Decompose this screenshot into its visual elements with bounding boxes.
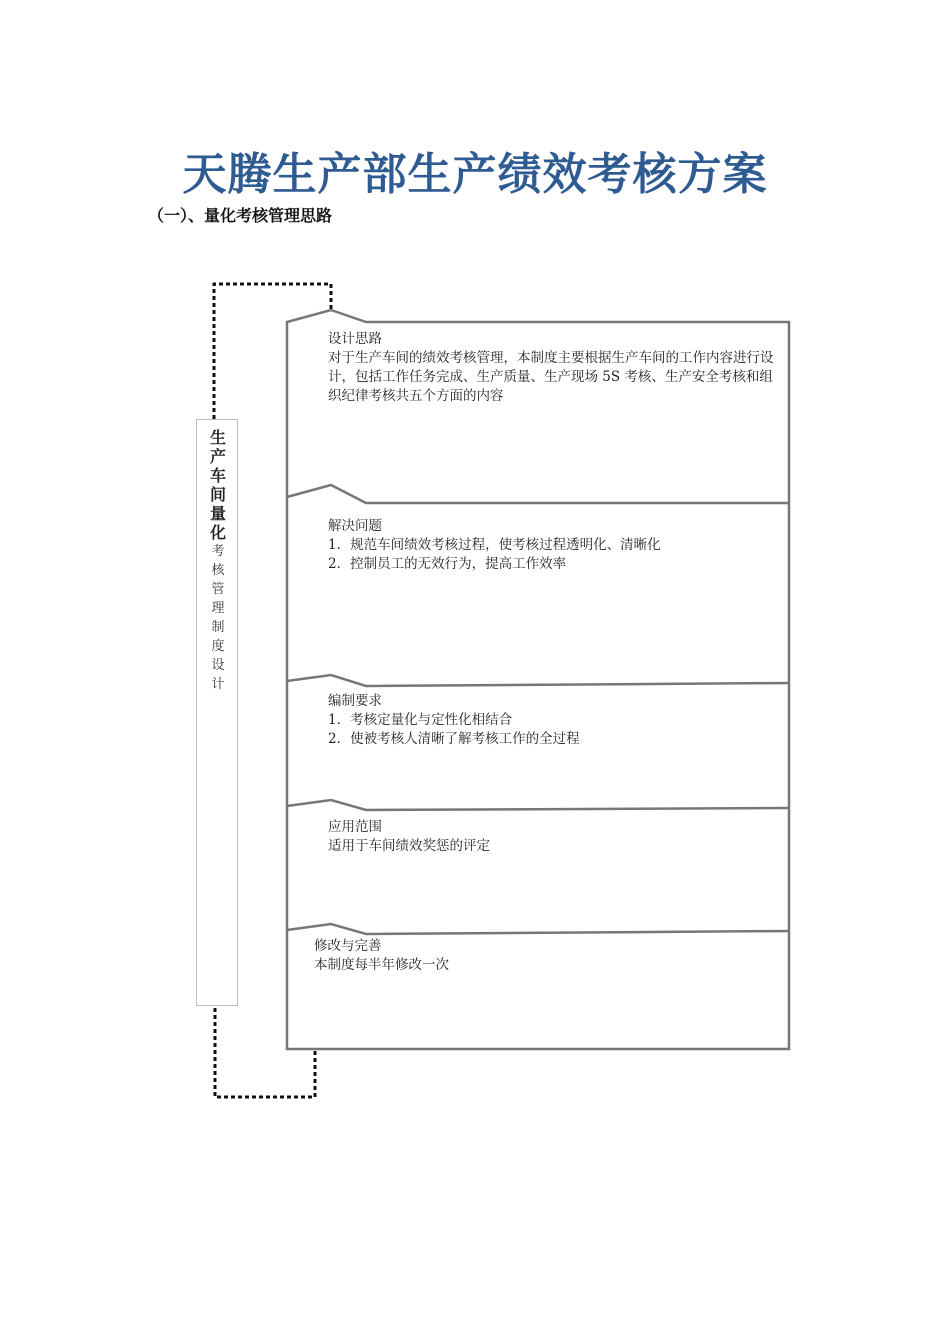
document-title: 天腾生产部生产绩效考核方案	[182, 149, 768, 200]
vertical-label-char: 度	[211, 639, 225, 654]
vertical-label-char: 制	[211, 620, 225, 635]
section-body: 本制度每半年修改一次	[314, 957, 449, 973]
section-title: 应用范围	[328, 819, 382, 835]
vertical-label-bold	[197, 428, 239, 542]
vertical-label-char: 间	[209, 485, 226, 504]
list-item: 1．考核定量化与定性化相结合	[328, 712, 513, 728]
section-body: 适用于车间绩效奖惩的评定	[328, 838, 490, 854]
vertical-label-text	[197, 428, 239, 694]
section-title: 设计思路	[328, 331, 382, 347]
section-heading: （一）、量化考核管理思路	[148, 206, 333, 225]
vertical-label-char: 量	[209, 504, 226, 523]
vertical-label-char: 产	[209, 447, 226, 466]
section-problems-solved	[328, 517, 783, 574]
list-item: 1．规范车间绩效考核过程，使考核过程透明化、清晰化	[328, 537, 661, 553]
section-scope	[328, 818, 783, 856]
section-title: 解决问题	[328, 518, 382, 534]
vertical-label-char: 化	[209, 523, 226, 542]
list-item: 2．使被考核人清晰了解考核工作的全过程	[328, 731, 580, 747]
section-revision	[314, 937, 779, 975]
vertical-label-char: 核	[211, 563, 225, 578]
section-design-idea	[328, 330, 783, 406]
vertical-label-char: 车	[209, 466, 226, 485]
section-title: 编制要求	[328, 693, 382, 709]
vertical-label-char: 考	[211, 544, 225, 559]
section-body: 对于生产车间的绩效考核管理，本制度主要根据生产车间的工作内容进行设计，包括工作任务完成、生产质量、生产现场 5S 考核、生产安全考核和组织纪律考核共五个方面的内容	[328, 350, 774, 404]
vertical-label-char: 理	[211, 601, 225, 616]
vertical-label-char: 管	[211, 582, 225, 597]
list-item: 2．控制员工的无效行为，提高工作效率	[328, 556, 567, 572]
vertical-label-normal	[197, 542, 239, 694]
section-requirements	[328, 692, 783, 749]
vertical-label-char: 生	[209, 428, 226, 447]
vertical-label-box	[196, 419, 238, 1006]
vertical-label-char: 计	[211, 677, 225, 692]
section-title: 修改与完善	[314, 938, 382, 954]
vertical-label-char: 设	[211, 658, 225, 673]
